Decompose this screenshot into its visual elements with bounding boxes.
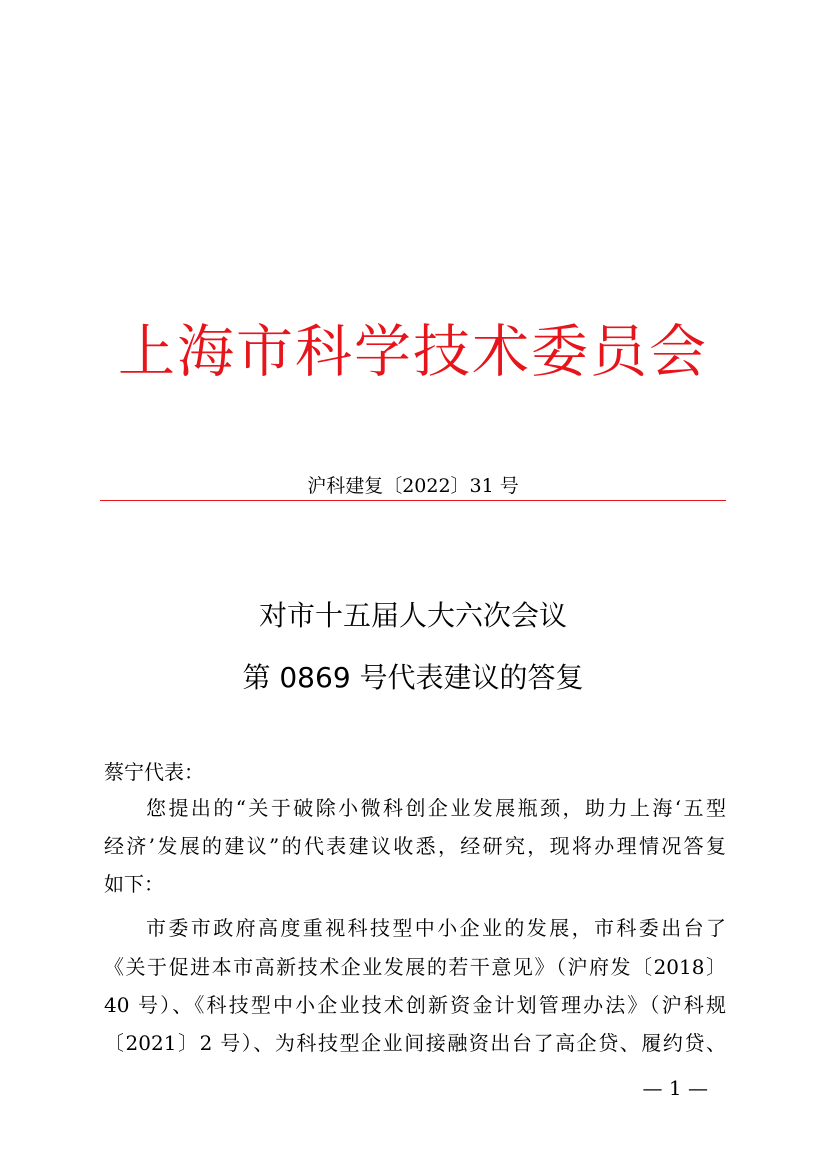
paragraph-2-line-4: 〔2021〕2 号）、为科技型企业间接融资出台了高企贷、履约贷、 bbox=[104, 1031, 726, 1055]
masthead-title: 上海市科学技术委员会 bbox=[118, 319, 708, 385]
red-divider-line bbox=[100, 500, 726, 501]
reply-title-line-1: 对市十五届人大六次会议 bbox=[258, 599, 567, 632]
reply-title-line-2: 第 0869 号代表建议的答复 bbox=[242, 661, 584, 694]
salutation: 蔡宁代表： bbox=[104, 760, 204, 784]
document-number: 沪科建复〔2022〕31 号 bbox=[307, 475, 519, 497]
paragraph-2-line-1: 市委市政府高度重视科技型中小企业的发展，市科委出台了 bbox=[146, 916, 726, 940]
paragraph-1-line-2: 经济’发展的建议”的代表建议收悉，经研究，现将办理情况答复 bbox=[104, 834, 726, 858]
page-number: — 1 — bbox=[642, 1076, 708, 1100]
paragraph-2-line-3: 40 号）、《科技型中小企业技术创新资金计划管理办法》（沪科规 bbox=[104, 993, 726, 1017]
paragraph-2-line-2: 《关于促进本市高新技术企业发展的若干意见》（沪府发〔2018〕 bbox=[104, 955, 726, 979]
paragraph-1-line-1: 您提出的“关于破除小微科创企业发展瓶颈，助力上海‘五型 bbox=[146, 796, 726, 820]
paragraph-1-line-3: 如下： bbox=[104, 872, 164, 896]
